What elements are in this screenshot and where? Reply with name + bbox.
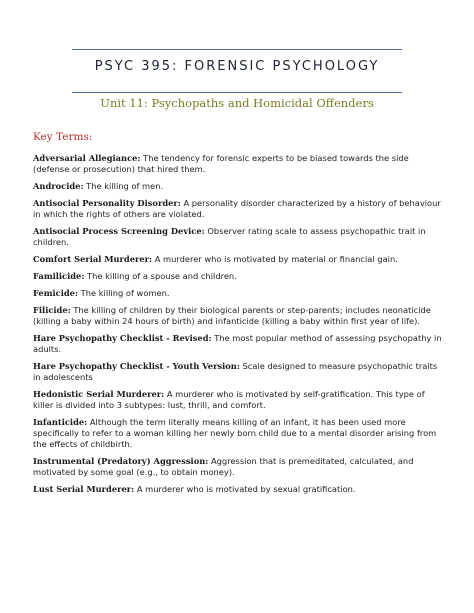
term-definition: The killing of children by their biological parents or step-parents; includes neonaticide (killing a baby within 24 hours of birth) and infanticide (killing a baby within first year of life). [33,305,431,326]
list-item [33,226,445,248]
term-definition: Aggression that is premeditated, calculated, and motivated by some goal (e.g., to obtain money). [33,456,414,477]
term-name: Hare Psychopathy Checklist - Youth Version: [33,361,240,371]
term-name: Adversarial Allegiance: [33,153,141,163]
list-item [33,484,445,495]
list-item [33,333,445,355]
term-name: Antisocial Personality Disorder: [33,198,181,208]
term-name: Filicide: [33,305,71,315]
term-name: Hedonistic Serial Murderer: [33,389,165,399]
term-definition: The tendency for forensic experts to be biased towards the side (defense or prosecution) that hired them. [33,153,409,174]
header-top-rule [72,49,402,50]
term-definition: Observer rating scale to assess psychopathic trait in children. [33,226,426,247]
term-definition: The killing of women. [78,288,170,298]
term-definition: A murderer who is motivated by material or financial gain. [152,254,398,264]
term-definition: A murderer who is motivated by sexual gratification. [134,484,356,494]
list-item [33,361,445,383]
list-item [33,271,445,282]
term-definition: Scale designed to measure psychopathic traits in adolescents [33,361,438,382]
unit-title: Unit 11: Psychopaths and Homicidal Offenders [100,96,374,110]
key-terms-heading: Key Terms: [33,131,93,143]
term-definition: The killing of men. [83,181,164,191]
term-definition: The most popular method of assessing psychopathy in adults. [33,333,442,354]
course-title: PSYC 395: FORENSIC PSYCHOLOGY [94,59,380,74]
term-name: Hare Psychopathy Checklist - Revised: [33,333,212,343]
header-bottom-rule [72,92,402,93]
key-terms-list [33,153,445,501]
list-item [33,456,445,478]
term-name: Androcide: [33,181,84,191]
term-definition: The killing of a spouse and children. [84,271,237,281]
list-item [33,181,445,192]
term-name: Comfort Serial Murderer: [33,254,153,264]
term-definition: A murderer who is motivated by self-gratification. This type of killer is divided into 3 subtypes: lust, thrill, and comfort. [33,389,425,410]
list-item [33,254,445,265]
term-definition: A personality disorder characterized by a history of behaviour in which the rights of others are violated. [33,198,441,219]
list-item [33,288,445,299]
list-item [33,305,445,327]
list-item [33,198,445,220]
term-name: Familicide: [33,271,85,281]
list-item [33,153,445,175]
term-name: Antisocial Process Screening Device: [33,226,205,236]
term-name: Femicide: [33,288,78,298]
term-name: Instrumental (Predatory) Aggression: [33,456,209,466]
term-name: Infanticide: [33,417,88,427]
list-item [33,417,445,450]
list-item [33,389,445,411]
term-name: Lust Serial Murderer: [33,484,135,494]
term-definition: Although the term literally means killing of an infant, it has been used more specifically to refer to a woman killing her newly born child due to a mental disorder arising from the effects of childbirth. [33,417,437,449]
